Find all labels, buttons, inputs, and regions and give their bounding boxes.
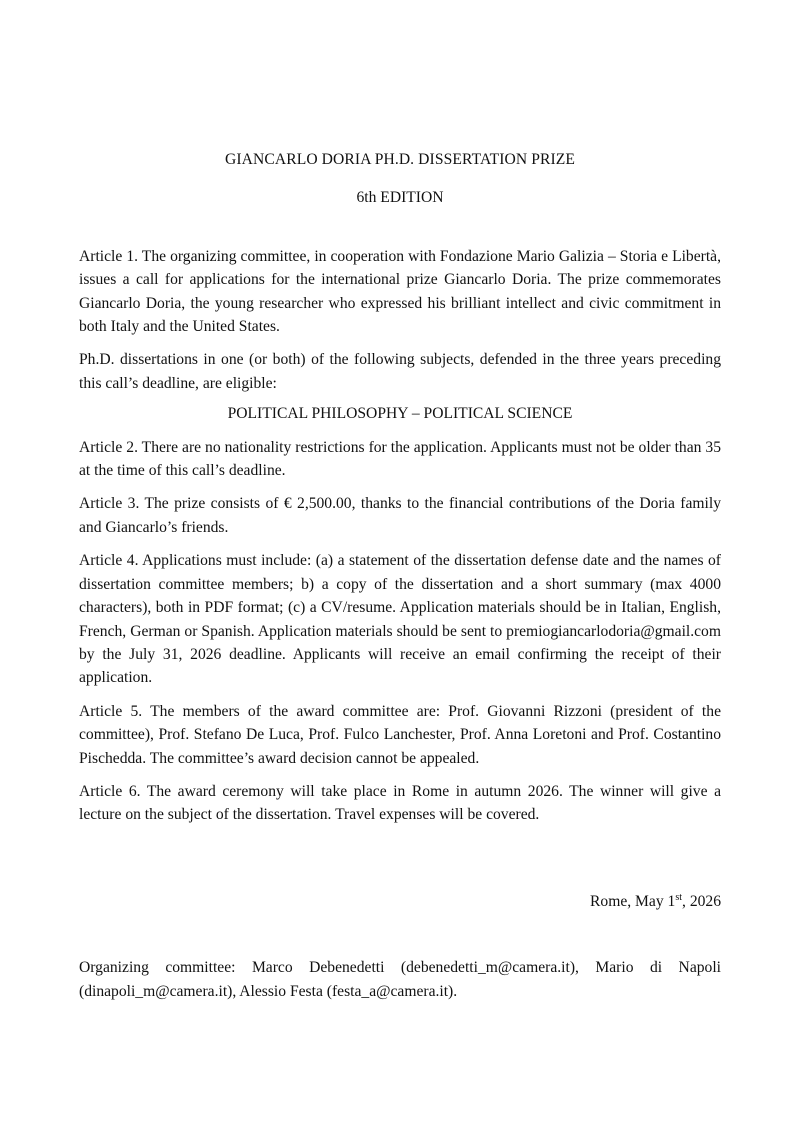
edition-label: 6th EDITION <box>356 189 444 207</box>
document-page <box>79 148 721 1003</box>
document-title: GIANCARLO DORIA PH.D. DISSERTATION PRIZE <box>224 151 576 168</box>
place-date-main: Rome, May 1 <box>590 892 676 910</box>
article-3: Article 3. The prize consists of € 2,500.00, thanks to the financial contributions of the Doria family and Giancarlo’s friends. <box>79 495 721 536</box>
place-and-date <box>79 890 721 913</box>
eligibility-paragraph: Ph.D. dissertations in one (or both) of the following subjects, defended in the three years preceding this call’s deadline, are eligible: <box>79 351 721 392</box>
article-4: Article 4. Applications must include: (a) a statement of the dissertation defense date and the names of dissertation committee members; b) a copy of the dissertation and a short summary (max 4000 characters), both in PDF format; (c) a CV/resume. Application materials should be in Italian, English, French, German or Spanish. Application materials should be sent to premiogiancarlodoria@gmail.com by the July 31, 2026 deadline. Applicants will receive an email confirming the receipt of their application. <box>79 552 721 687</box>
article-6: Article 6. The award ceremony will take place in Rome in autumn 2026. The winner will give a lecture on the subject of the dissertation. Travel expenses will be covered. <box>79 782 721 824</box>
article-2: Article 2. There are no nationality restrictions for the application. Applicants must not be older than 35 at the time of this call’s deadline. <box>79 438 721 480</box>
ordinal-suffix: st <box>675 891 683 903</box>
place-date-year: , 2026 <box>682 892 721 910</box>
organizing-committee: Organizing committee: Marco Debenedetti (debenedetti_m@camera.it), Mario di Napoli (dinapoli_m@camera.it), Alessio Festa (festa_a@camera.it). <box>79 959 721 1000</box>
article-5: Article 5. The members of the award committee are: Prof. Giovanni Rizzoni (president of the committee), Prof. Stefano De Luca, Prof. Fulco Lanchester, Prof. Anna Loretoni and Prof. Costantino Pischedda. The committee’s award decision cannot be appealed. <box>79 702 721 767</box>
article-1: Article 1. The organizing committee, in cooperation with Fondazione Mario Galizia – Storia e Libertà, issues a call for applications for the international prize Giancarlo Doria. The prize commemorates Giancarlo Doria, the young researcher who expressed his brilliant intellect and civic commitment in both Italy and the United States. <box>79 247 721 336</box>
eligible-subjects: POLITICAL PHILOSOPHY – POLITICAL SCIENCE <box>227 405 573 423</box>
